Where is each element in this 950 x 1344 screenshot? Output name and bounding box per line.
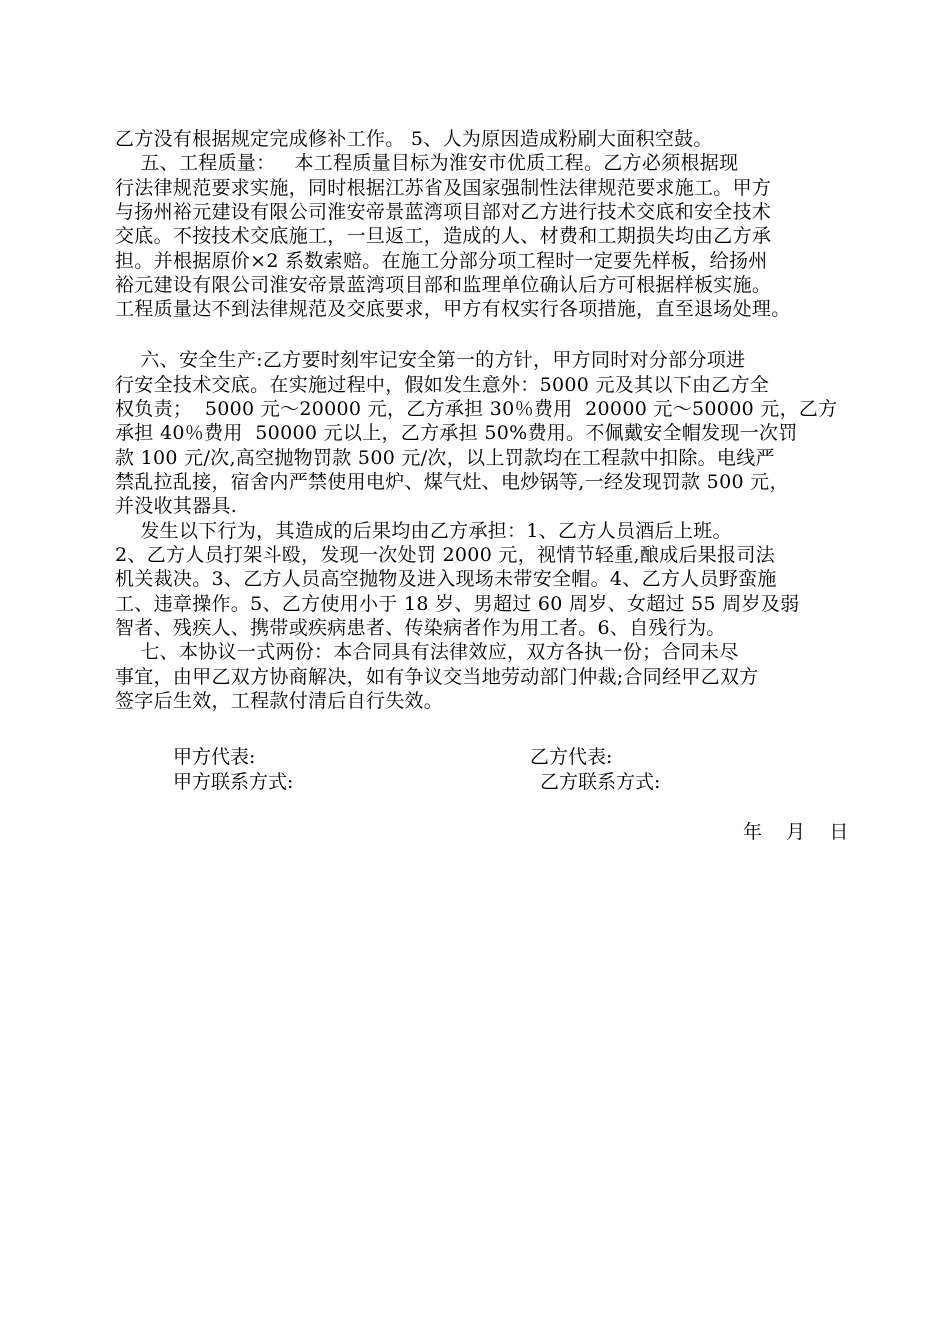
- paragraph-line: 七、本协议一式两份：本合同具有法律效应，双方各执一份；合同未尽: [115, 641, 739, 663]
- date-line: 年 月 日: [743, 821, 849, 843]
- party-b-contact-label: 乙方联系方式:: [540, 771, 661, 793]
- paragraph-line: 机关裁决。3、乙方人员高空抛物及进入现场未带安全帽。4、乙方人员野蛮施: [115, 568, 777, 590]
- paragraph-line: 交底。不按技术交底施工，一旦返工，造成的人、材费和工期损失均由乙方承: [115, 225, 772, 247]
- paragraph-line: 签字后生效，工程款付清后自行失效。: [115, 690, 444, 712]
- paragraph-line: 行安全技术交底。在实施过程中，假如发生意外：5000 元及其以下由乙方全: [115, 374, 770, 396]
- paragraph-line: 并没收其器具.: [115, 495, 238, 517]
- paragraph-line: 事宜，由甲乙双方协商解决，如有争议交当地劳动部门仲裁;合同经甲乙双方: [115, 666, 759, 688]
- paragraph-line: 发生以下行为，其造成的后果均由乙方承担：1、乙方人员酒后上班。: [115, 520, 732, 542]
- paragraph-line: 2、乙方人员打架斗殴，发现一次处罚 2000 元，视情节轻重,酿成后果报司法: [115, 544, 775, 566]
- paragraph-line: 与扬州裕元建设有限公司淮安帝景蓝湾项目部对乙方进行技术交底和安全技术: [115, 201, 772, 223]
- paragraph-line: 担。并根据原价×2 系数索赔。在施工分部分项工程时一定要先样板，给扬州: [115, 250, 768, 272]
- paragraph-line: 承担 40％费用 50000 元以上，乙方承担 50%费用。不佩戴安全帽发现一次罚: [115, 422, 798, 444]
- paragraph-line: 行法律规范要求实施，同时根据江苏省及国家强制性法律规范要求施工。甲方: [115, 177, 772, 199]
- paragraph-line: 五、工程质量： 本工程质量目标为淮安市优质工程。乙方必须根据现: [115, 152, 739, 174]
- paragraph-line: 禁乱拉乱接，宿舍内严禁使用电炉、煤气灶、电炒锅等,一经发现罚款 500 元，: [115, 471, 789, 493]
- paragraph-line: 裕元建设有限公司淮安帝景蓝湾项目部和监理单位确认后方可根据样板实施。: [115, 274, 772, 296]
- paragraph-line: 款 100 元/次,高空抛物罚款 500 元/次，以上罚款均在工程款中扣除。电线严: [115, 447, 775, 469]
- paragraph-line: 智者、残疾人、携带或疾病患者、传染病者作为用工者。6、自残行为。: [115, 617, 726, 639]
- party-a-contact-label: 甲方联系方式:: [173, 771, 294, 793]
- paragraph-line: 工程质量达不到法律规范及交底要求，甲方有权实行各项措施，直至退场处理。: [115, 298, 791, 320]
- party-a-representative-label: 甲方代表:: [173, 746, 256, 768]
- paragraph-line: 权负责； 5000 元～20000 元，乙方承担 30％费用 20000 元～50000 元，乙方: [115, 398, 838, 420]
- paragraph-line: 六、安全生产:乙方要时刻牢记安全第一的方针，甲方同时对分部分项进: [115, 349, 746, 371]
- paragraph-line: 乙方没有根据规定完成修补工作。 5、人为原因造成粉刷大面积空鼓。: [115, 128, 713, 150]
- party-b-representative-label: 乙方代表:: [530, 746, 613, 768]
- paragraph-line: 工、违章操作。5、乙方使用小于 18 岁、男超过 60 周岁、女超过 55 周岁及弱: [115, 593, 800, 615]
